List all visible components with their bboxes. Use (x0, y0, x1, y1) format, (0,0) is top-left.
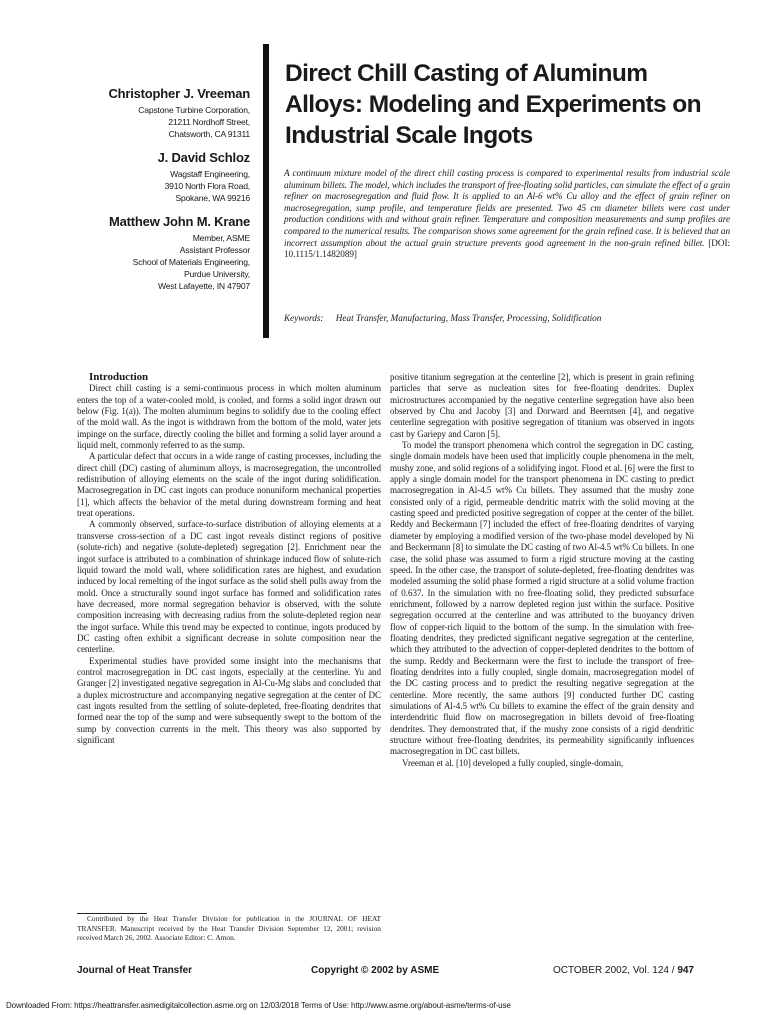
paragraph: A particular defect that occurs in a wide range of casting processes, including the direct chill (DC) casting of aluminum alloys, is macrosegregation, the uncontrolled redistribution of alloying elements on the scale of the ingot during solidification. Macrosegregation in DC cast ingots can produce nonuniform mechanical properties [1], which affects the behavior of the metal during downstream forming and heat treat operations. (77, 451, 381, 519)
author-1 (60, 86, 250, 140)
abstract (284, 168, 730, 261)
affiliation-line: Wagstaff Engineering, (170, 169, 250, 179)
body-column-left (77, 372, 381, 746)
download-notice: Downloaded From: https://heattransfer.asmedigitalcollection.asme.org on 12/03/2018 Terms of Use: http://www.asme.org/about-asme/terms-of-use (6, 1001, 511, 1010)
paragraph: Experimental studies have provided some insight into the mechanisms that control macrosegregation in DC cast ingots, especially at the centerline. Yu and Granger [2] investigated negative segregation in Al-Cu-Mg slabs and concluded that a duplex microstructure and accompanying negative segregation at the center of DC cast ingots resulted from the settling of solute-depleted, free-floating dendrites that formed near the top of the sump and were subsequently swept to the bottom of the sump by convection currents in the melt. This theory was also supported by significant (77, 655, 381, 745)
paragraph: A commonly observed, surface-to-surface distribution of alloying elements at a transverse cross-section of a DC cast ingot reveals distinct regions of positive (solute-rich) and negative (solute-depleted) segregation [2]. Enrichment near the ingot surface is attributed to a combination of shrinkage induced flow of solute-rich liquid toward the mold wall, where solidification rates are highest, and exudation induced by local remelting of the ingot surface as the solid shell pulls away from the mold. Once a structurally sound ingot surface has formed and solidification rates have decreased, more normal segregation behavior is observed, with the solute composition increasing with decreasing radius from the solute-depleted region near the ingot surface. While this trend may be expected to continue, ingots produced by DC casting often exhibit a significant decrease in solute composition near the centerline. (77, 519, 381, 655)
affiliation-line: Purdue University, (184, 269, 250, 279)
affiliation-line: Member, ASME (192, 233, 250, 243)
affiliation-line: 21211 Nordhoff Street, (168, 117, 250, 127)
section-heading-introduction: Introduction (89, 371, 149, 383)
affiliation-line: School of Materials Engineering, (132, 257, 250, 267)
doi-link[interactable]: [DOI: 10.1115/1.1482089] (284, 237, 730, 260)
paragraph: positive titanium segregation at the centerline [2], which is present in grain refining particles that serve as nucleation sites for free-floating dendrites. Duplex microstructures accompanied by the negative centerline segregation have also been observed by Chu and Jacoby [3] and Dorward and Beerntsen [4], and negative centerline segregation with positive segregation of titanium was observed in ingots cast by Gariepy and Caron [5]. (390, 372, 694, 439)
paragraph: Direct chill casting is a semi-continuous process in which molten aluminum enters the top of a water-cooled mold, is cooled, and forms a solid ingot drawn out below (Fig. 1(a)). The molten aluminum begins to solidify due to the cooling effect of the mold wall. As the ingot is withdrawn from the bottom of the mold, water jets impinge on the surface, directly cooling the billet and forming a solid layer around a liquid melt, commonly referred to as the sump. (77, 383, 381, 451)
issue-info (553, 965, 694, 976)
affiliation-line: Assistant Professor (179, 245, 250, 255)
author-3 (60, 214, 250, 292)
affiliation-line: Chatsworth, CA 91311 (168, 129, 250, 139)
body-column-right (390, 372, 694, 769)
affiliation-line: Capstone Turbine Corporation, (138, 105, 250, 115)
page-number: 947 (677, 965, 694, 976)
affiliation-line: Spokane, WA 99216 (175, 193, 250, 203)
paragraph: Vreeman et al. [10] developed a fully coupled, single-domain, (402, 757, 624, 768)
copyright-notice: Copyright © 2002 by ASME (311, 965, 440, 976)
author-block (60, 86, 250, 302)
title-divider-rule (263, 44, 269, 338)
affiliation-line: 3910 North Flora Road, (164, 181, 250, 191)
affiliation-line: West Lafayette, IN 47907 (157, 281, 250, 291)
paper-title: Direct Chill Casting of Aluminum Alloys: Modeling and Experiments on Industrial Scale Ingots (285, 60, 701, 149)
author-name: Christopher J. Vreeman (108, 86, 250, 101)
keywords-list: Heat Transfer, Manufacturing, Mass Transfer, Processing, Solidification (335, 313, 602, 323)
journal-name: Journal of Heat Transfer (77, 965, 193, 976)
page-footer (77, 965, 694, 979)
footnote: Contributed by the Heat Transfer Division for publication in the JOURNAL OF HEAT TRANSFER. Manuscript received by the Heat Transfer Division September 12, 2001; revision received March 26, 2002. Associate Editor: C. Amon. (77, 914, 381, 943)
author-name: J. David Schloz (157, 150, 250, 165)
keywords-label: Keywords: (284, 313, 324, 323)
author-2 (60, 150, 250, 204)
abstract-text: A continuum mixture model of the direct chill casting process is compared to experimental results from industrial scale aluminum billets. The model, which includes the transport of free-floating solid particles, can simulate the effect of a grain refiner on macrosegregation and fluid flow. It is applied to an Al-6 wt% Cu alloy and the effect of grain refiner on macrosegregation, sump profile, and temperature fields are presented. Two 45 cm diameter billets were cast under production conditions with and without grain refiner. Temperature and composition measurements and sump profiles are compared to the numerical results. The comparison shows some agreement for the grain refined case. It is believed that an incorrect assumption about the actual grain structure prevents good agreement in the non-grain refined billet. (284, 168, 730, 248)
author-name: Matthew John M. Krane (109, 214, 250, 229)
issue-text: OCTOBER 2002, Vol. 124 / (552, 965, 675, 976)
paragraph: To model the transport phenomena which control the segregation in DC casting, single domain models have been used that implicitly couple phenomena in the melt, mushy zone, and solid regions of a solidifying ingot. Flood et al. [6] were the first to apply a single domain model for the transport phenomena in DC casting to predict macrosegregation in Al-4.5 wt% Cu billets. They assumed that the mushy zone consisted only of a rigid, permeable dendritic matrix with the solid moving at the casting speed and predicted positive segregation of copper at the center of the billet. Reddy and Beckermann [7] included the effect of free-floating dendrites of varying diameter by employing a modified version of the two-phase model developed by Ni and Beckermann [8] to simulate the DC casting of two Al-4.5 wt% Cu billets. In one case, the solid phase was assumed to form a rigid structure moving at the casting speed. In the other case, the transport of solute-depleted, free-floating dendrites was modeled assuming the solid phase formed a rigid structure at a solid volume fraction of 0.637. In the simulation with no free-floating solid, they predicted subsurface enrichment, followed by a narrow depleted region just within the surface. Positive segregation occurred at the centerline and was attributed to the buoyancy driven flow of copper-rich liquid to the bottom of the sump. In the simulation with free-floating dendrites, they predicted significant negative segregation at the centerline, which they attributed to the advection of copper-depleted dendrites to the bottom of the sump. Reddy and Beckermann were the first to include the transport of free-floating dendrites into a fully coupled, single domain, macrosegregation model of the DC casting process and to predict the resulting negative segregation at the centerline. More recently, the same authors [9] conducted further DC casting simulations of Al-4.5 wt% Cu billets to examine the effect of the grain density and interdendritic fluid flow on macrosegregation in billets devoid of free-floating dendrites. They demonstrated that, if the mushy zone consists of a rigid dendritic structure without free-floating dendrites, its permeability significantly influences macrosegregation in DC cast billets. (390, 440, 694, 757)
keywords (284, 313, 730, 323)
